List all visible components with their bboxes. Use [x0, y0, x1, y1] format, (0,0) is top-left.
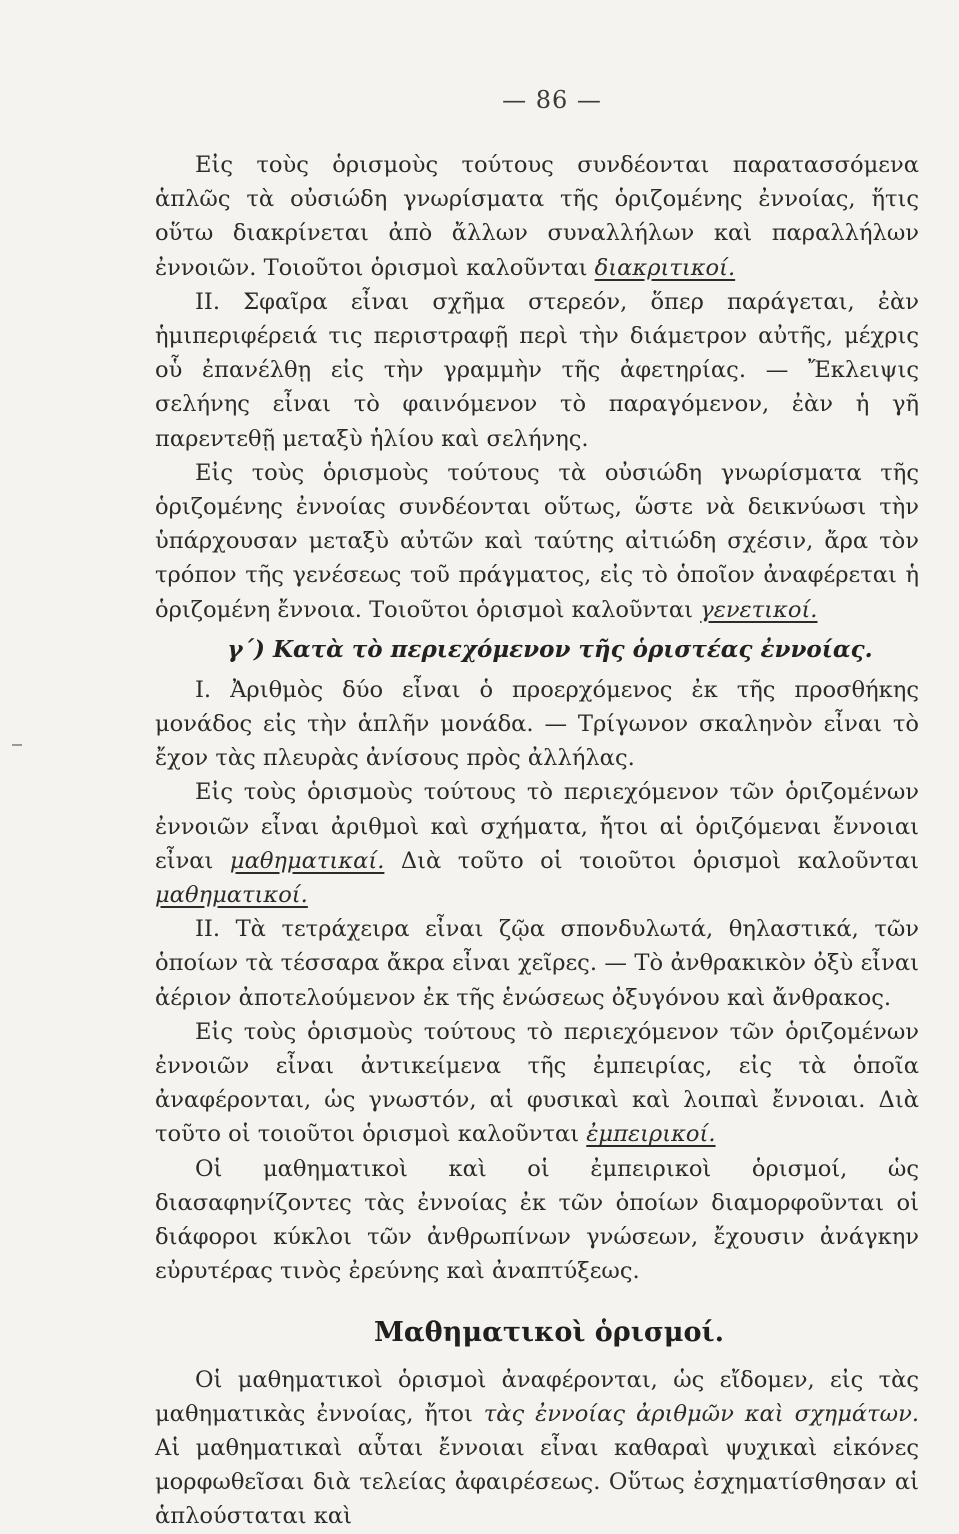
term-diakritikoi: διακριτικοί. [594, 254, 736, 281]
margin-mark [12, 744, 22, 746]
subheading-by-content: γ΄) Κατὰ τὸ περιεχόμενον τῆς ὁριστέας ἐννοίας. [227, 635, 873, 663]
paragraph-text: Οἱ μαθηματικοὶ ὁρισμοὶ ἀναφέρονται, ὡς εἴδομεν, εἰς τὰς μαθηματικὰς ἐννοίας, ἤτοι [155, 1366, 919, 1427]
paragraph-genetic-definitions [155, 456, 919, 627]
paragraph-example-number: Ι. Ἀριθμὸς δύο εἶναι ὁ προερχόμενος ἐκ τῆς προσθήκης μονάδος εἰς τὴν ἁπλῆν μονάδα. — Τρίγωνον σκαληνὸν εἶναι τὸ ἔχον τὰς πλευρὰς ἀνίσους πρὸς ἀλλήλας. [155, 676, 919, 772]
term-genetikoi: γενετικοί. [700, 596, 818, 623]
term-mathematikai: μαθηματικαί. [229, 847, 385, 874]
paragraph-text: Εἰς τοὺς ὁρισμοὺς τούτους συνδέονται παρατασσόμενα ἁπλῶς τὰ οὐσιώδη γνωρίσματα τῆς ὁριζομένης ἐννοίας, ἥτις οὕτω διακρίνεται ἀπὸ ἄλλων συναλλήλων καὶ παραλλήλων ἐννοιῶν. Τοιοῦτοι ὁρισμοὶ καλοῦνται [155, 152, 919, 281]
paragraph-example-sphere: ΙΙ. Σφαῖρα εἶναι σχῆμα στερεόν, ὅπερ παράγεται, ἐὰν ἡμιπεριφέρειά τις περιστραφῇ περὶ τὴν διάμετρον αὐτῆς, μέχρις οὗ ἐπανέλθῃ εἰς τὴν γραμμὴν τῆς ἀφετηρίας. — Ἔκλειψις σελήνης εἶναι τὸ φαινόμενον τὸ παραγόμενον, ἐὰν ἡ γῆ παρεντεθῇ μεταξὺ ἡλίου καὶ σελήνης. [155, 288, 919, 452]
paragraph-example-quadrumana: ΙΙ. Τὰ τετράχειρα εἶναι ζῷα σπονδυλωτά, θηλαστικά, τῶν ὁποίων τὰ τέσσαρα ἄκρα εἶναι χεῖρες. — Τὸ ἀνθρακικὸν ὀξὺ εἶναι ἀέριον ἀποτελούμενον ἐκ τῆς ἑνώσεως ὀξυγόνου καὶ ἄνθρακος. [155, 916, 919, 1011]
paragraph-distinctive-definitions [155, 148, 919, 285]
paragraph-text: Εἰς τοὺς ὁρισμοὺς τούτους τὸ περιεχόμενον τῶν ὁριζομένων ἐννοιῶν εἶναι ἀριθμοὶ καὶ σχήματα, ἤτοι αἱ ὁριζόμεναι ἔννοιαι εἶναι [155, 779, 919, 874]
term-mathematikoi: μαθηματικοί. [155, 882, 308, 909]
italic-phrase: τὰς ἐννοίας ἀριθμῶν καὶ σχημάτων. [483, 1400, 919, 1427]
term-empeirikoi: ἐμπειρικοί. [586, 1121, 716, 1148]
paragraph-empirical-definitions [155, 1015, 919, 1152]
paragraph-text-mid: Διὰ τοῦτο οἱ τοιοῦτοι ὁρισμοὶ καλοῦνται [384, 847, 919, 874]
paragraph-text-rest: Αἱ μαθηματικαὶ αὗται ἔννοιαι εἶναι καθαραὶ ψυχικαὶ εἰκόνες μορφωθεῖσαι διὰ τελείας ἀφαιρέσεως. Οὕτως ἐσχηματίσθησαν αἱ ἁπλούσταται καὶ [155, 1434, 919, 1530]
paragraph-text: Εἰς τοὺς ὁρισμοὺς τούτους τὰ οὐσιώδη γνωρίσματα τῆς ὁριζομένης ἐννοίας συνδέονται οὕτως, ὥστε νὰ δεικνύωσι τὴν ὑπάρχουσαν μεταξὺ αὐτῶν καὶ ταύτης αἰτιώδη σχέσιν, ἄρα τὸν τρόπον τῆς γενέσεως τοῦ πράγματος, εἰς τὸ ὁποῖον ἀναφέρεται ἡ ὁριζομένη ἔννοια. Τοιοῦτοι ὁρισμοὶ καλοῦνται [155, 459, 919, 623]
paragraph-mathematical-definitions [155, 775, 919, 912]
section-heading-mathematical-definitions: Μαθηματικοὶ ὁρισμοί. [374, 1316, 724, 1348]
paragraph-math-definitions-intro [155, 1363, 919, 1534]
page-number: — 86 — [502, 86, 602, 114]
paragraph-text: Εἰς τοὺς ὁρισμοὺς τούτους τὸ περιεχόμενον τῶν ὁριζομένων ἐννοιῶν εἶναι ἀντικείμενα τῆς ἐμπειρίας, εἰς τὰ ὁποῖα ἀναφέρονται, ὡς γνωστόν, αἱ φυσικαὶ καὶ λοιπαὶ ἔννοιαι. Διὰ τοῦτο οἱ τοιοῦτοι ὁρισμοὶ καλοῦνται [155, 1018, 919, 1148]
paragraph-further-investigation: Οἱ μαθηματικοὶ καὶ οἱ ἐμπειρικοὶ ὁρισμοί, ὡς διασαφηνίζοντες τὰς ἐννοίας ἐκ τῶν ὁποίων διαμορφοῦνται οἱ διάφοροι κύκλοι τῶν ἀνθρωπίνων γνώσεων, ἔχουσιν ἀνάγκην εὐρυτέρας τινὸς ἐρεύνης καὶ ἀναπτύξεως. [155, 1155, 919, 1285]
